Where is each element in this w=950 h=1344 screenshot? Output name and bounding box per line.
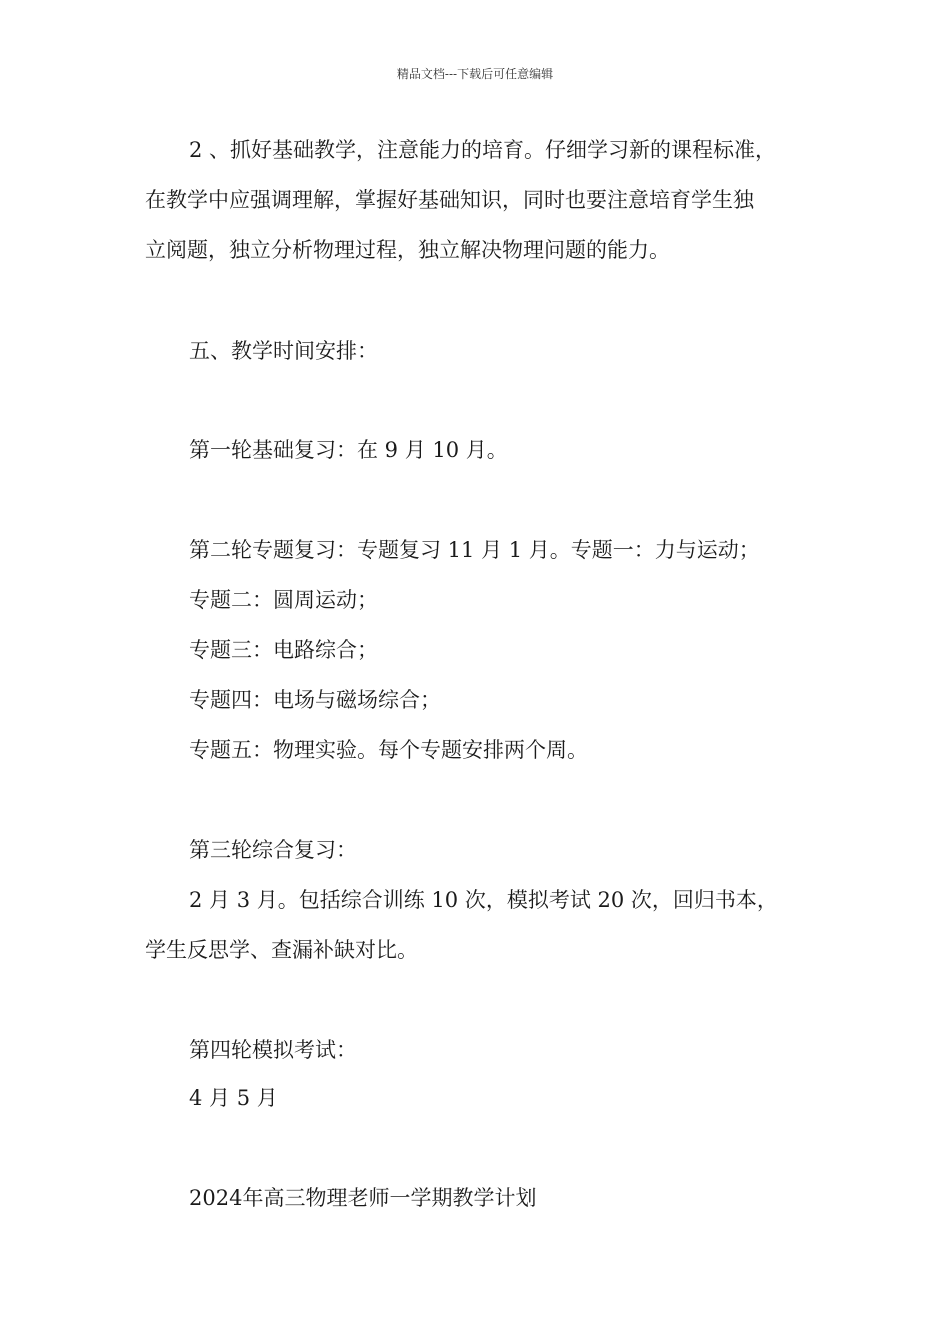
page-header: 精品文档---下载后可任意编辑 [396,67,554,81]
paragraph-line: 学生反思学、查漏补缺对比。 [145,938,418,962]
paragraph-line: 专题三：电路综合； [189,638,378,662]
paragraph-line: 专题四：电场与磁场综合； [189,688,441,712]
paragraph-line: 第三轮综合复习： [189,838,357,862]
paragraph-line: 4 月 5 月 [189,1086,278,1110]
document-title: 2024年高三物理老师一学期教学计划 [189,1186,537,1210]
paragraph-line: 第四轮模拟考试： [189,1038,357,1062]
paragraph-line: 立阅题，独立分析物理过程，独立解决物理问题的能力。 [145,238,670,262]
section-heading: 五、教学时间安排： [189,339,378,363]
paragraph-line: 2 月 3 月。包括综合训练 10 次，模拟考试 20 次，回归书本， [189,888,778,912]
paragraph-line: 在教学中应强调理解，掌握好基础知识，同时也要注意培育学生独 [145,188,754,212]
paragraph-line: 2 、抓好基础教学，注意能力的培育。仔细学习新的课程标准， [189,138,777,162]
paragraph-line: 第一轮基础复习：在 9 月 10 月。 [189,438,508,462]
paragraph-line: 第二轮专题复习：专题复习 11 月 1 月。专题一：力与运动； [189,538,760,562]
paragraph-line: 专题二：圆周运动； [189,588,378,612]
paragraph-line: 专题五：物理实验。每个专题安排两个周。 [189,738,588,762]
